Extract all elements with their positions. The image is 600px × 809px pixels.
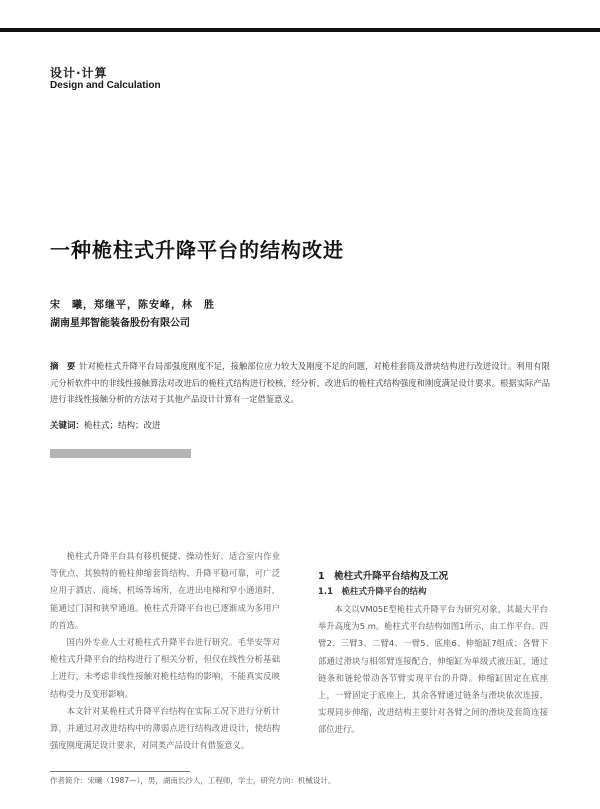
keywords-text: 桅柱式；结构；改进 [84,421,161,431]
body-column-right [318,568,548,791]
paragraph: 本文针对某桅柱式升降平台结构在实际工况下进行分析计算，并通过对改进结构中的薄弱点进行结构改进设计，使结构强度刚度满足设计要求，对同类产品设计有借鉴意义。 [50,705,280,751]
author-footnote: 作者简介：宋曦（1987—），男，湖南长沙人，工程师，学士，研究方向：机械设计。 [50,776,336,785]
top-rule [0,28,600,32]
keywords [50,419,161,431]
section-label-cn: 设计·计算 [50,66,108,80]
abstract-label: 摘 要 [50,361,76,371]
body-column-left [50,548,280,798]
author-list: 宋 曦，郑继平，陈安峰，林 胜 [50,300,215,311]
paragraph: 本文以VM05E型桅柱式升降平台为研究对象，其最大平台举升高度为5 m。桅柱式平台结构如图1所示，由工作平台、四臂2、三臂3、二臂4、一臂5、底座6、伸缩缸7组成；各臂下部通过滑块与相邻臂连接配合，伸缩缸为单级式液压缸，通过链条和链轮带动各节臂实现平台的升降。伸缩缸固定在底座上，一臂固定于底座上，其余各臂通过链条与滑块依次连接，实现同步伸缩，改进结构主要针对各臂之间的滑块及套筒连接部位进行。 [318,604,548,735]
affiliation: 湖南星邦智能装备股份有限公司 [50,318,190,329]
paragraph: 桅柱式升降平台具有移机便捷、操动性好、适合室内作业等优点，其独特的桅柱伸缩套筒结构、升降平稳可靠，可广泛应用于酒店、商场、机场等场所，在进出电梯和窄小通道时，能通过门洞和狭窄通道。桅柱式升降平台也已逐渐成为多用户的首选。 [50,551,280,630]
keywords-label: 关键词： [50,421,85,431]
paragraph: 国内外专业人士对桅柱式升降平台进行研究。毛华安等对桅柱式升降平台的结构进行了相关分析，但仅在线性分析基础上进行，未考虑非线性接触对桅柱结构的影响，不能真实反映结构受力及变形影响。 [50,637,280,699]
doi-bar [50,449,191,458]
section-heading: 1 桅柱式升降平台结构及工况 [318,571,449,582]
subsection-heading: 1.1 桅柱式升降平台的结构 [318,587,427,597]
abstract-text: 针对桅柱式升降平台局部强度刚度不足，接触部位应力较大及刚度不足的问题，对桅柱套筒及滑块结构进行改进设计。利用有限元分析软件中的非线性接触算法对改进后的桅柱式结构进行校核，经分析，改进后的桅柱式结构强度和刚度满足设计要求。根据实际产品进行非线性接触分析的方法对于其他产品设计计算有一定借鉴意义。 [50,361,550,404]
footnote-rule [50,771,190,772]
abstract [50,358,550,408]
article-title: 一种桅柱式升降平台的结构改进 [50,238,344,262]
section-label-en: Design and Calculation [50,80,161,91]
